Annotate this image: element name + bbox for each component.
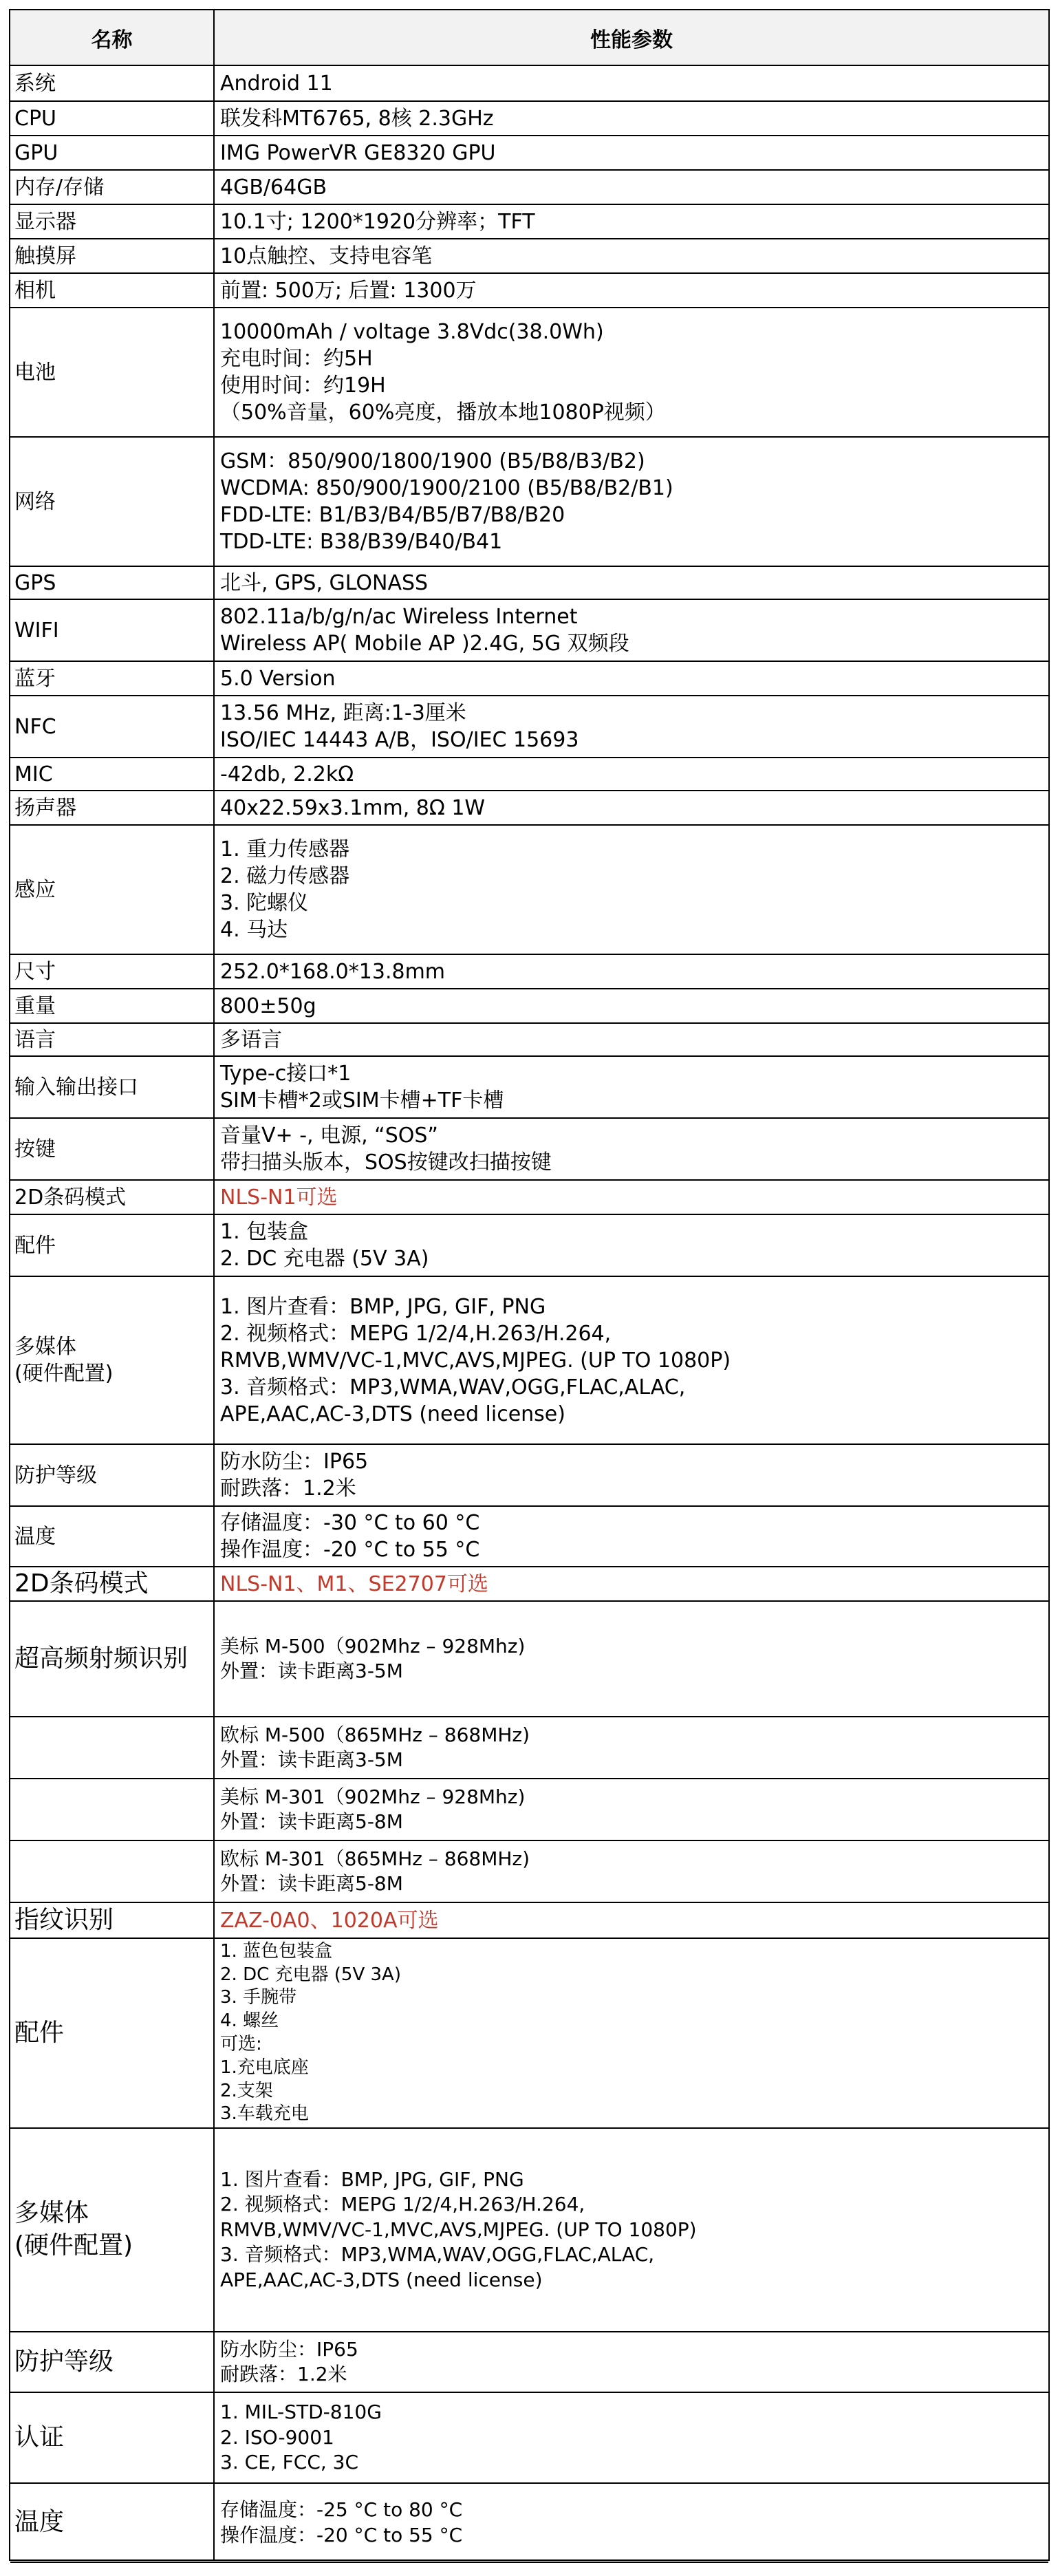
spec-name-text: 多媒体 (硬件配置) — [14, 2199, 133, 2260]
spec-name — [14, 1840, 210, 1902]
spec-value — [220, 1276, 1042, 1444]
spec-value — [220, 2332, 1042, 2392]
spec-value-line: 1. MIL-STD-810G — [220, 2401, 382, 2424]
spec-name — [14, 2483, 210, 2562]
spec-name — [14, 101, 210, 136]
spec-value-line: 操作温度：-20 °C to 55 °C — [220, 2523, 463, 2546]
spec-name — [14, 696, 210, 758]
spec-name — [14, 2392, 210, 2483]
spec-value-line: SIM卡槽*2或SIM卡槽+TF卡槽 — [220, 1088, 504, 1113]
spec-name-text: CPU — [14, 106, 56, 131]
spec-name-text: 尺寸 — [14, 959, 56, 984]
spec-value — [220, 239, 1042, 273]
spec-value-line: 可选: — [220, 2034, 262, 2054]
spec-name — [14, 566, 210, 599]
spec-value-line: Type-c接口*1 — [220, 1062, 352, 1086]
spec-name — [14, 1902, 210, 1938]
spec-name-text: 显示器 — [14, 209, 76, 234]
spec-name-text: 系统 — [14, 71, 56, 96]
spec-value — [220, 661, 1042, 696]
spec-value-line: 2. 视频格式：MEPG 1/2/4,H.263/H.264, — [220, 1321, 612, 1346]
spec-name — [14, 2128, 210, 2332]
spec-value-line: 2. DC 充电器 (5V 3A) — [220, 1964, 401, 1985]
spec-name — [14, 273, 210, 308]
spec-value-line: APE,AAC,AC-3,DTS (need license) — [220, 1402, 565, 1426]
spec-name-text: MIC — [14, 762, 53, 786]
spec-value — [220, 136, 1042, 170]
spec-name — [14, 825, 210, 954]
spec-value — [220, 1840, 1042, 1902]
spec-value-line: 外置：读卡距离3-5M — [220, 1748, 403, 1771]
spec-value — [220, 1056, 1042, 1118]
spec-name — [14, 65, 210, 101]
spec-value-line: 2.支架 — [220, 2080, 273, 2101]
header-name: 名称 — [91, 28, 133, 52]
spec-value — [220, 1717, 1042, 1779]
spec-value — [220, 954, 1042, 989]
spec-value — [220, 273, 1042, 308]
spec-value-line: APE,AAC,AC-3,DTS (need license) — [220, 2268, 543, 2291]
spec-name-text: 蓝牙 — [14, 666, 56, 691]
spec-name — [14, 1601, 210, 1717]
spec-name-text: 网络 — [14, 489, 56, 514]
spec-name — [14, 239, 210, 273]
spec-value-line: 存储温度：-30 °C to 60 °C — [220, 1511, 480, 1535]
spec-value — [220, 1902, 1042, 1938]
spec-value-line: 3. 音频格式：MP3,WMA,WAV,OGG,FLAC,ALAC, — [220, 2243, 655, 2266]
spec-value-line: 耐跌落：1.2米 — [220, 2363, 347, 2385]
spec-name-text: WIFI — [14, 618, 59, 643]
spec-name-text: 配件 — [14, 1233, 56, 1258]
spec-value — [220, 2483, 1042, 2562]
spec-name — [14, 1779, 210, 1840]
spec-value-line: 3. 音频格式：MP3,WMA,WAV,OGG,FLAC,ALAC, — [220, 1375, 686, 1399]
spec-value-line: 欧标 M-301（865MHz – 868MHz) — [220, 1847, 530, 1870]
spec-value-line: 带扫描头版本，SOS按键改扫描按键 — [220, 1150, 552, 1174]
spec-name — [14, 1214, 210, 1276]
spec-value-line: 外置：读卡距离5-8M — [220, 1872, 403, 1895]
spec-value — [220, 308, 1042, 437]
header-value: 性能参数 — [590, 28, 673, 52]
spec-value-line: ZAZ-0A0、1020A可选 — [220, 1908, 439, 1933]
spec-value-line: 2. DC 充电器 (5V 3A) — [220, 1247, 429, 1271]
spec-value-line: 前置: 500万; 后置: 1300万 — [220, 278, 477, 303]
spec-name — [14, 1567, 210, 1601]
spec-name — [14, 1506, 210, 1567]
spec-name-text: 语言 — [14, 1027, 56, 1052]
spec-name-text: 认证 — [14, 2423, 65, 2451]
spec-name-text: 温度 — [14, 2508, 65, 2537]
spec-value-line: （50%音量，60%亮度，播放本地1080P视频） — [220, 400, 666, 425]
spec-value-line: 800±50g — [220, 994, 316, 1018]
spec-value-line: 40x22.59x3.1mm, 8Ω 1W — [220, 795, 486, 820]
spec-value — [220, 1023, 1042, 1056]
spec-value-line: 音量V+ -, 电源, “SOS” — [220, 1124, 438, 1148]
spec-name-text: 输入输出接口 — [14, 1075, 138, 1099]
spec-value-line: 3. CE, FCC, 3C — [220, 2451, 359, 2474]
spec-name-text: GPU — [14, 140, 58, 165]
spec-name-text: 2D条码模式 — [14, 1185, 127, 1210]
spec-name — [14, 1276, 210, 1444]
spec-value-line: 存储温度：-25 °C to 80 °C — [220, 2498, 463, 2522]
spec-name — [14, 1180, 210, 1214]
spec-value-line: 充电时间：约5H — [220, 347, 373, 371]
spec-name-text: 重量 — [14, 994, 56, 1018]
spec-value — [220, 791, 1042, 825]
spec-value — [220, 566, 1042, 599]
spec-name — [14, 437, 210, 566]
spec-table — [9, 9, 1050, 2561]
spec-value-line: 4. 螺丝 — [220, 2010, 279, 2032]
spec-value — [220, 1180, 1042, 1214]
spec-value — [220, 1779, 1042, 1840]
spec-value-line: 3. 陀螺仪 — [220, 891, 309, 915]
spec-name — [14, 308, 210, 437]
spec-value-line: 802.11a/b/g/n/ac Wireless Internet — [220, 605, 578, 629]
spec-name — [14, 989, 210, 1023]
spec-value-line: Android 11 — [220, 71, 333, 96]
spec-value-line: Wireless AP( Mobile AP )2.4G, 5G 双频段 — [220, 632, 629, 656]
spec-value-line: 北斗, GPS, GLONASS — [220, 570, 429, 595]
spec-value-line: 10点触控、支持电容笔 — [220, 244, 433, 268]
spec-value-line: RMVB,WMV/VC-1,MVC,AVS,MJPEG. (UP TO 1080P) — [220, 1348, 731, 1373]
spec-name-text: 按键 — [14, 1137, 56, 1161]
spec-value-line: 使用时间：约19H — [220, 374, 386, 398]
spec-name — [14, 791, 210, 825]
spec-value — [220, 599, 1042, 661]
spec-value-line: 防水防尘：IP65 — [220, 1450, 369, 1474]
column-divider — [213, 10, 215, 2559]
spec-value-line: GSM：850/900/1800/1900 (B5/B8/B3/B2) — [220, 449, 645, 473]
spec-value-line: 4. 马达 — [220, 918, 288, 942]
spec-name-text: 电池 — [14, 360, 56, 385]
spec-name-text: 感应 — [14, 877, 56, 902]
spec-value-line: 1. 图片查看：BMP, JPG, GIF, PNG — [220, 1294, 546, 1319]
spec-value — [220, 2128, 1042, 2332]
spec-value — [220, 1938, 1042, 2128]
spec-name-text: 配件 — [14, 2018, 65, 2047]
spec-value-line: 联发科MT6765, 8核 2.3GHz — [220, 106, 494, 131]
spec-value-line: ISO/IEC 14443 A/B，ISO/IEC 15693 — [220, 728, 579, 752]
spec-name-text: 防护等级 — [14, 1463, 97, 1488]
spec-name-text: 温度 — [14, 1524, 56, 1549]
spec-name — [14, 170, 210, 204]
spec-value-line: RMVB,WMV/VC-1,MVC,AVS,MJPEG. (UP TO 1080P) — [220, 2218, 697, 2241]
spec-value — [220, 1601, 1042, 1717]
spec-name-text: 扬声器 — [14, 795, 76, 820]
spec-value-line: 耐跌落：1.2米 — [220, 1477, 356, 1501]
spec-value-line: 10.1寸; 1200*1920分辨率；TFT — [220, 209, 535, 234]
spec-value-line: 美标 M-500（902Mhz – 928Mhz) — [220, 1634, 526, 1657]
spec-name-text: 相机 — [14, 278, 56, 303]
spec-name-text: GPS — [14, 570, 56, 595]
spec-value-line: 2. ISO-9001 — [220, 2425, 334, 2449]
table-header — [10, 10, 1048, 65]
spec-value-line: 3. 手腕带 — [220, 1987, 297, 2008]
spec-value-line: 操作温度：-20 °C to 55 °C — [220, 1538, 480, 1562]
spec-name-text: 指纹识别 — [14, 1905, 114, 1934]
spec-value-line: 多语言 — [220, 1027, 282, 1052]
spec-value-line: WCDMA: 850/900/1900/2100 (B5/B8/B2/B1) — [220, 476, 673, 500]
spec-value-line: 4GB/64GB — [220, 175, 327, 200]
spec-value — [220, 989, 1042, 1023]
spec-name-text: 多媒体 (硬件配置) — [14, 1335, 114, 1386]
spec-value-line: 1. 包装盒 — [220, 1220, 309, 1244]
spec-name-text: 触摸屏 — [14, 244, 76, 268]
spec-name-text: NFC — [14, 714, 56, 739]
spec-name — [14, 1938, 210, 2128]
spec-name — [14, 758, 210, 791]
spec-value — [220, 437, 1042, 566]
spec-value — [220, 204, 1042, 239]
spec-value-line: TDD-LTE: B38/B39/B40/B41 — [220, 530, 503, 554]
spec-value — [220, 696, 1042, 758]
spec-value-line: NLS-N1、M1、SE2707可选 — [220, 1571, 488, 1596]
spec-name — [14, 136, 210, 170]
spec-value-line: 2. 视频格式：MEPG 1/2/4,H.263/H.264, — [220, 2193, 585, 2216]
spec-value-line: 10000mAh / voltage 3.8Vdc(38.0Wh) — [220, 320, 604, 344]
spec-name — [14, 1444, 210, 1506]
spec-value-line: 欧标 M-500（865MHz – 868MHz) — [220, 1723, 530, 1746]
spec-value-line: 1. 蓝色包装盒 — [220, 1940, 333, 1962]
spec-value — [220, 2392, 1042, 2483]
spec-value — [220, 1118, 1042, 1180]
spec-value-line: 252.0*168.0*13.8mm — [220, 959, 446, 984]
spec-value-line: 1. 重力传感器 — [220, 837, 350, 861]
spec-name-text: 内存/存储 — [14, 175, 105, 200]
spec-value — [220, 1214, 1042, 1276]
spec-name — [14, 599, 210, 661]
spec-value-line: 13.56 MHz, 距离:1-3厘米 — [220, 701, 466, 725]
spec-name — [14, 2332, 210, 2392]
spec-name — [14, 1056, 210, 1118]
spec-name — [14, 204, 210, 239]
spec-value — [220, 65, 1042, 101]
spec-value-line: 外置：读卡距离3-5M — [220, 1660, 403, 1682]
spec-value — [220, 825, 1042, 954]
spec-value — [220, 758, 1042, 791]
spec-value — [220, 1567, 1042, 1601]
spec-value-line: 防水防尘：IP65 — [220, 2337, 358, 2361]
spec-value-line: 1. 图片查看：BMP, JPG, GIF, PNG — [220, 2168, 524, 2191]
spec-name-text: 2D条码模式 — [14, 1569, 149, 1598]
spec-value-line: IMG PowerVR GE8320 GPU — [220, 140, 496, 165]
spec-name-text: 超高频射频识别 — [14, 1644, 188, 1673]
spec-name — [14, 1717, 210, 1779]
spec-value-line: 美标 M-301（902Mhz – 928Mhz) — [220, 1785, 526, 1808]
spec-value-line: 外置：读卡距离5-8M — [220, 1810, 403, 1833]
spec-name — [14, 661, 210, 696]
spec-name — [14, 1118, 210, 1180]
spec-value-line: 2. 磁力传感器 — [220, 864, 350, 888]
spec-value — [220, 1506, 1042, 1567]
spec-value-line: NLS-N1可选 — [220, 1185, 338, 1210]
spec-value-line: FDD-LTE: B1/B3/B4/B5/B7/B8/B20 — [220, 503, 565, 527]
spec-value-line: 5.0 Version — [220, 666, 336, 691]
spec-value-line: 1.充电底座 — [220, 2057, 309, 2078]
spec-name-text: 防护等级 — [14, 2347, 114, 2376]
spec-value — [220, 170, 1042, 204]
spec-value — [220, 1444, 1042, 1506]
spec-name — [14, 954, 210, 989]
spec-value-line: -42db, 2.2kΩ — [220, 762, 354, 786]
spec-name — [14, 1023, 210, 1056]
spec-value — [220, 101, 1042, 136]
spec-value-line: 3.车载充电 — [220, 2103, 309, 2125]
